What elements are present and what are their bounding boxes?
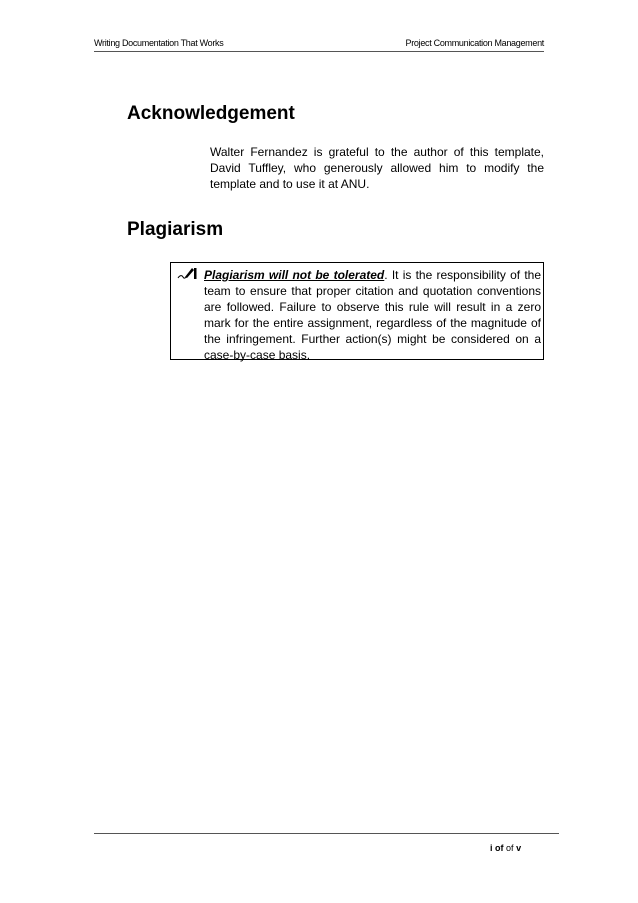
plagiarism-warning: Plagiarism will not be tolerated (204, 268, 385, 282)
acknowledgement-heading: Acknowledgement (127, 103, 295, 124)
page-of-bold: of (495, 843, 504, 853)
header-section-title: Project Communication Management (405, 38, 544, 48)
plagiarism-heading: Plagiarism (127, 219, 224, 240)
page-header (94, 37, 544, 52)
page-current: i (490, 843, 493, 853)
page-of-label: of (506, 843, 514, 853)
footer-rule (94, 833, 559, 834)
plagiarism-note-box (170, 262, 544, 360)
header-document-title: Writing Documentation That Works (94, 38, 224, 48)
plagiarism-note-body: . It is the responsibility of the team to ensure that proper citation and quotation conventions are followed. Failure to observe this rule will result in a zero mark for the entire assignment, regardless of the magnitude of the infringement. Further action(s) might be considered on a case-by-case basis. (204, 268, 541, 362)
page-number (490, 843, 521, 853)
pencil-writing-icon (177, 266, 197, 280)
acknowledgement-paragraph: Walter Fernandez is grateful to the author of this template, David Tuffley, who generously allowed him to modify the template and to use it at ANU. (210, 145, 544, 191)
page-total: v (516, 843, 522, 853)
plagiarism-note-text (204, 267, 541, 363)
